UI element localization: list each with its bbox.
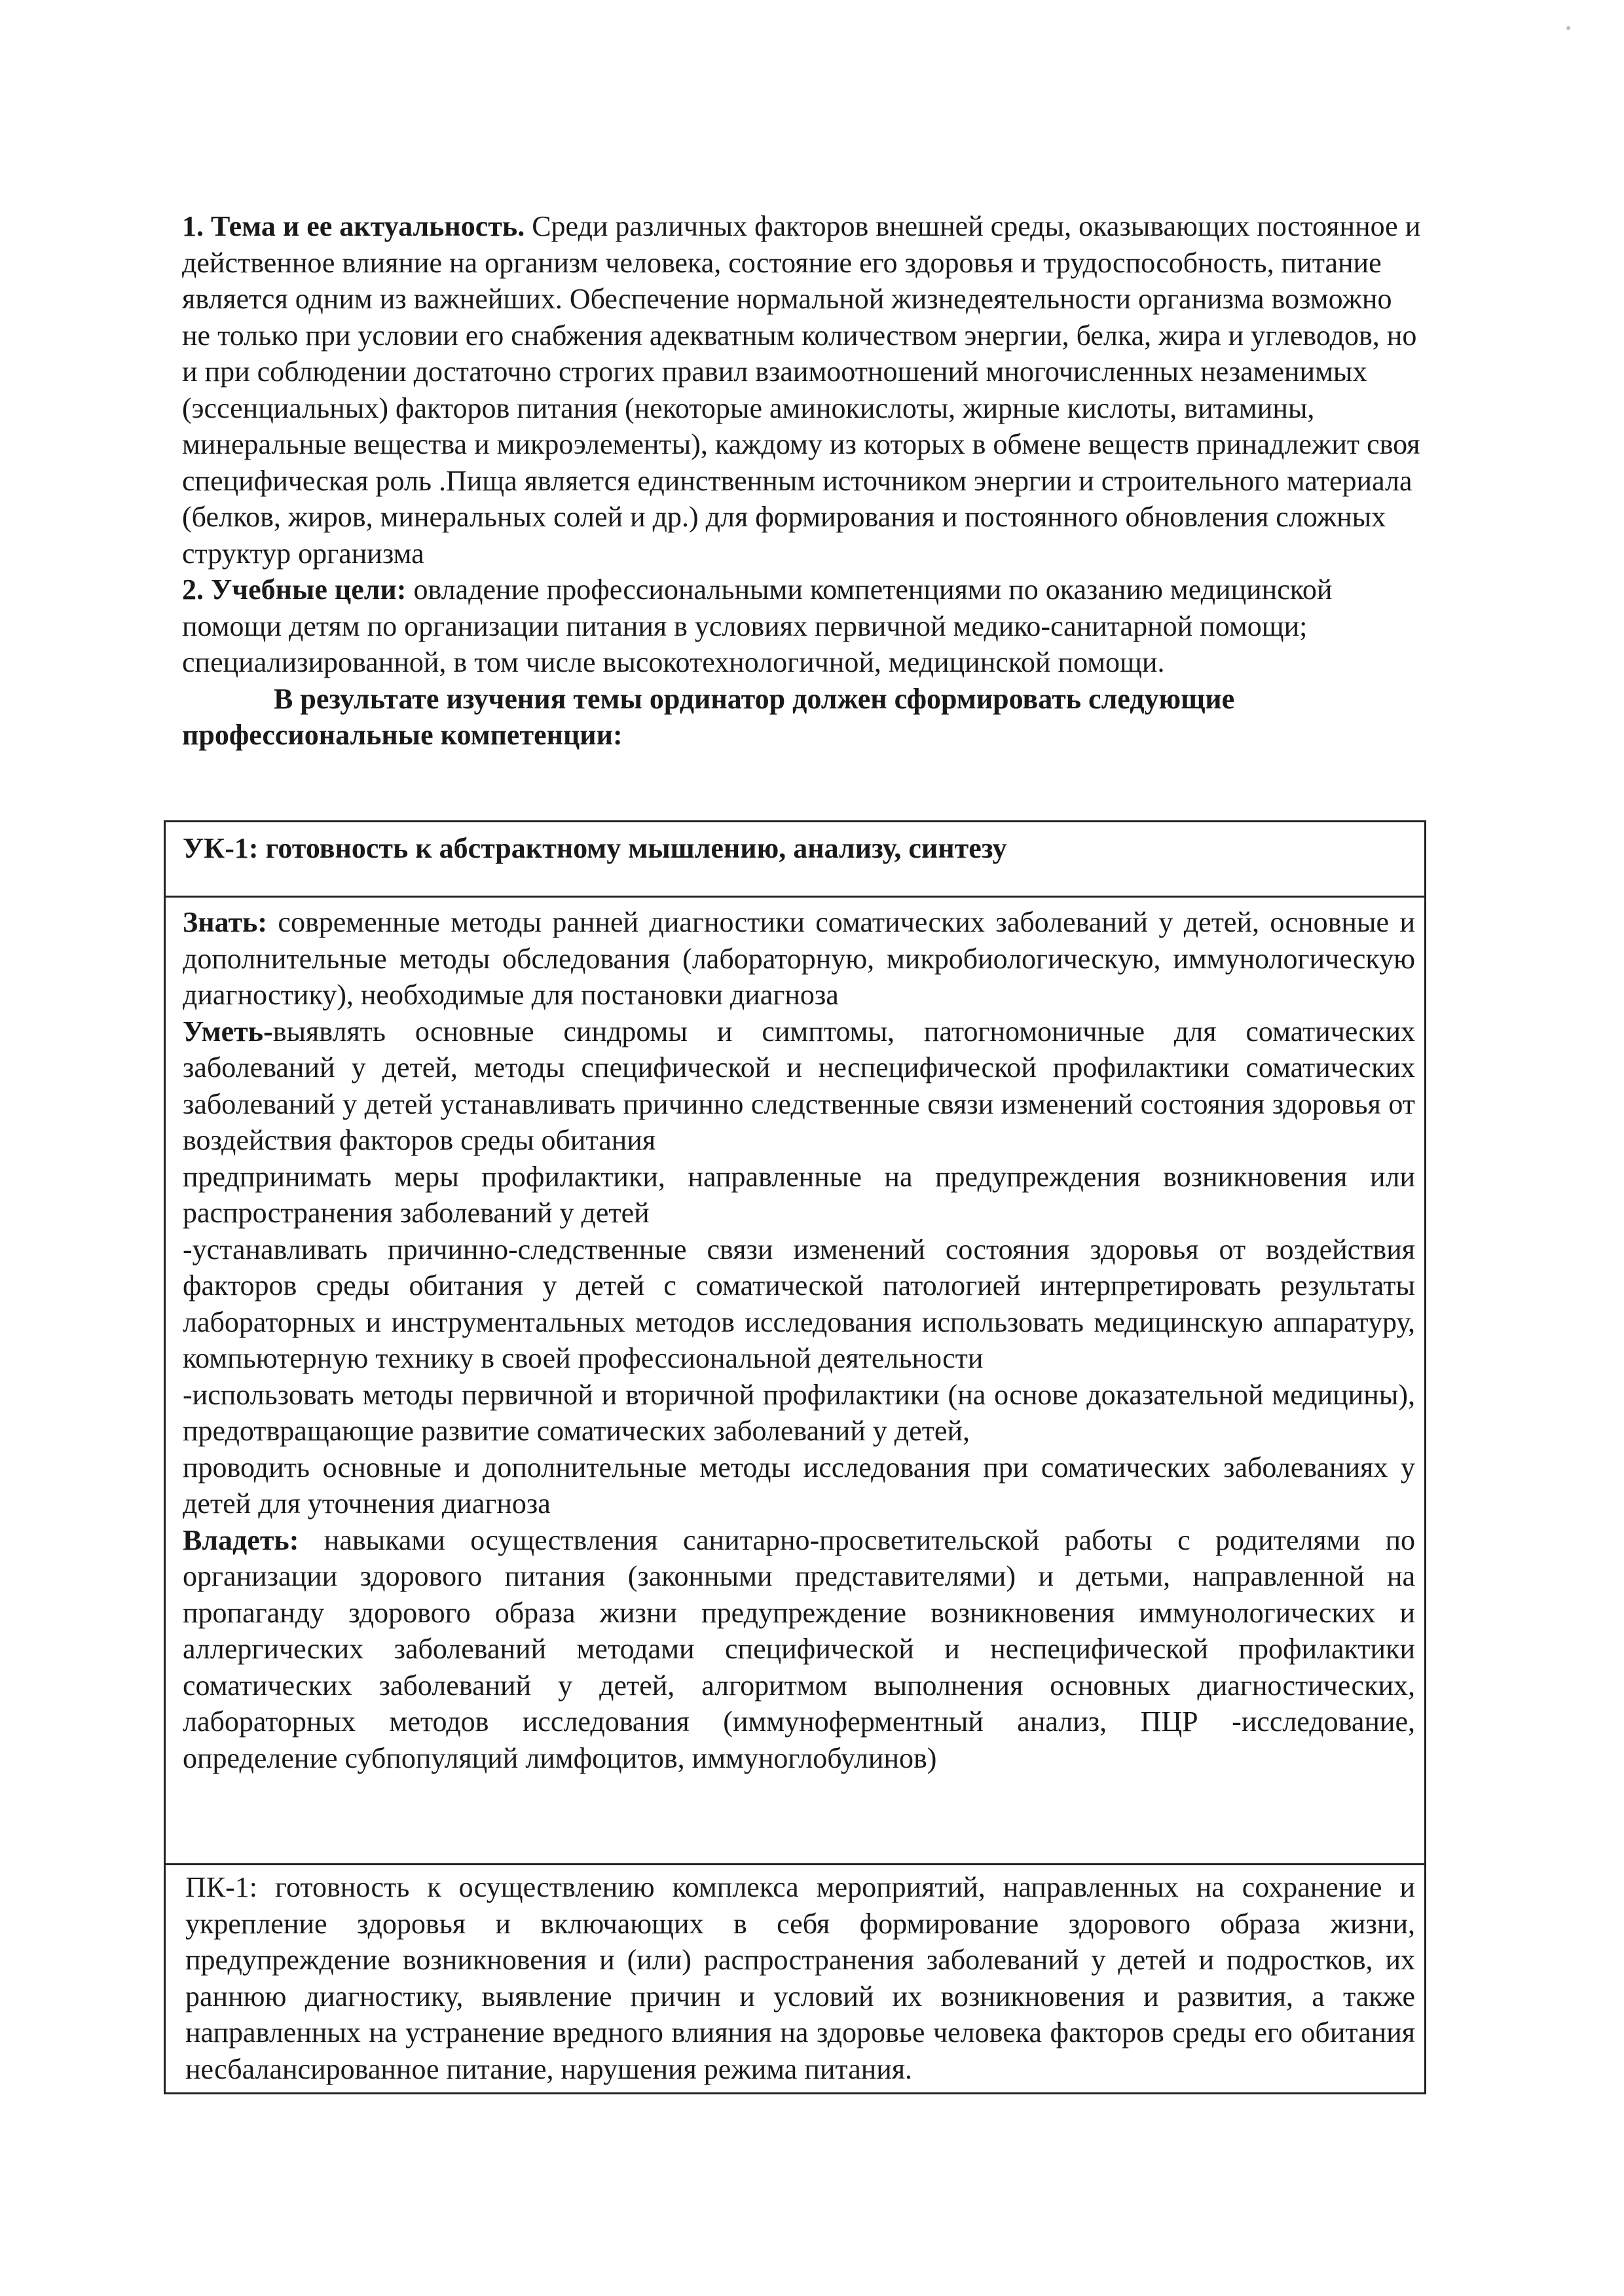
section-topic-text: Среди различных факторов внешней среды, оказывающих постоянное и действенное влияние на организм человека, состояние его здоровья и трудоспособность, питание является одним из важнейших. Обеспечение нормальной жизнедеятельности организма возможно не только при условии его снабжения адекватным количеством энергии, белка, жира и углеводов, но и при соблюдении достаточно строгих правил взаимоотношений многочисленных незаменимых (эссенциальных) факторов питания (некоторые аминокислоты, жирные кислоты, витамины, минеральные вещества и микроэлементы), каждому из которых в обмене веществ принадлежит своя специфическая роль .Пища является единственным источником энергии и строительного материала (белков, жиров, минеральных солей и др.) для формирования и постоянного обновления сложных структур организма [182, 210, 1421, 570]
own-block [183, 1522, 1415, 1777]
uk1-title: УК-1: готовность к абстрактному мышлению, анализу, синтезу [165, 822, 1426, 897]
pk1-text: ПК-1: готовность к осуществлению комплекса мероприятий, направленных на сохранение и укрепление здоровья и включающих в себя формирование здорового образа жизни, предупреждение возникновения и (или) распространения заболеваний у детей и подростков, их раннюю диагностику, выявление причин и условий их возникновения и развития, а также направленных на устранение вредного влияния на здоровье человека факторов среды его обитания несбалансированное питание, нарушения режима питания. [165, 1865, 1426, 2094]
section-goals-text: овладение профессиональными компетенциями по оказанию медицинской помощи детям по организации питания в условиях первичной медико-санитарной помощи; специализированной, в том числе высокотехнологичной, медицинской помощи. [182, 574, 1333, 678]
can-block [183, 1013, 1415, 1159]
section-goals-heading: 2. Учебные цели: [182, 574, 407, 606]
can-text: выявлять основные синдромы и симптомы, патогномоничные для соматических заболеваний у детей, методы специфической и неспецифической профилактики соматических заболеваний у детей устанавливать причинно следственные связи изменений состояния здоровья от воздействия факторов среды обитания [183, 1015, 1415, 1156]
section-topic-heading: 1. Тема и ее актуальность. [182, 210, 525, 242]
scan-artifact [1566, 26, 1570, 30]
know-block [183, 904, 1415, 1013]
document-body [182, 208, 1426, 754]
uk1-title-row [165, 822, 1426, 897]
know-label: Знать: [183, 906, 267, 938]
can-label: Уметь- [183, 1015, 273, 1048]
own-label: Владеть: [183, 1523, 299, 1556]
can-item: проводить основные и дополнительные методы исследования при соматических заболеваниях у детей для уточнения диагноза [183, 1451, 1415, 1520]
uk1-body-row [165, 897, 1426, 1865]
section-topic [182, 208, 1426, 572]
can-item: -устанавливать причинно-следственные связи изменений состояния здоровья от воздействия факторов среды обитания у детей с соматической патологией интерпретировать результаты лабораторных и инструментальных методов исследования использовать медицинскую аппаратуру, компьютерную технику в своей профессиональной деятельности [183, 1233, 1415, 1374]
pk1-row [165, 1865, 1426, 2094]
uk1-body-cell [165, 897, 1426, 1865]
can-item: -использовать методы первичной и вторичной профилактики (на основе доказательной медицины), предотвращающие развитие соматических заболеваний у детей, [183, 1378, 1415, 1447]
can-item: предпринимать меры профилактики, направленные на предупреждения возникновения или распространения заболеваний у детей [183, 1160, 1415, 1229]
own-text: навыками осуществления санитарно-просветительской работы с родителями по организации здорового питания (законными представителями) и детьми, направленной на пропаганду здорового образа жизни предупреждение возникновения иммунологических и аллергических заболеваний методами специфической и неспецифической профилактики соматических заболеваний у детей, алгоритмом выполнения основных диагностических, лабораторных методов исследования (иммуноферментный анализ, ПЦР -исследование, определение субпопуляций лимфоцитов, иммуноглобулинов) [183, 1523, 1415, 1774]
competencies-intro: В результате изучения темы ординатор должен сформировать следующие профессиональные компетенции: [182, 682, 1235, 751]
section-goals [182, 572, 1426, 681]
know-text: современные методы ранней диагностики соматических заболеваний у детей, основные и дополнительные методы обследования (лабораторную, микробиологическую, иммунологическую диагностику), необходимые для постановки диагноза [183, 906, 1415, 1011]
competencies-table [164, 820, 1426, 2094]
